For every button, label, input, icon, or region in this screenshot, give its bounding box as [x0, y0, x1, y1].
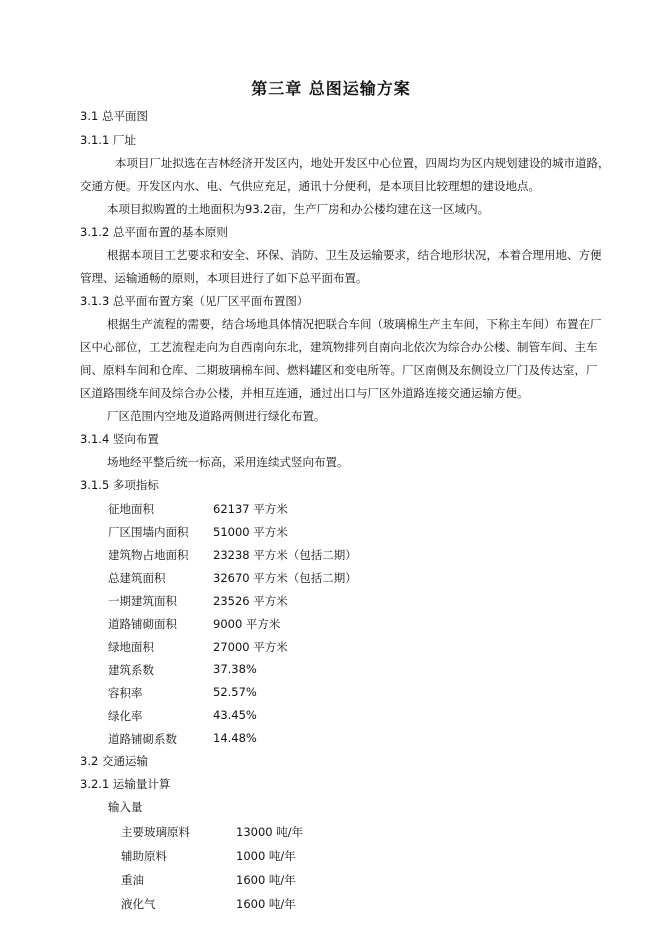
section-heading-3-2: 3.2 交通运输: [80, 754, 148, 768]
indicator-label: 绿化率: [108, 709, 143, 723]
paragraph-line: 根据本项目工艺要求和安全、环保、消防、卫生及运输要求，结合地形状况，本着合理用地、方便: [107, 248, 602, 262]
input-value: 1000 吨/年: [236, 849, 296, 863]
indicator-label: 征地面积: [108, 502, 154, 516]
input-label: 重油: [121, 873, 144, 887]
indicator-value: 52.57%: [213, 685, 257, 699]
indicator-value: 43.45%: [213, 708, 257, 722]
section-heading-3-1: 3.1 总平面图: [80, 109, 148, 123]
input-value: 13000 吨/年: [236, 825, 304, 839]
paragraph-line: 区中心部位，工艺流程走向为自西南向东北，建筑物排列自南向北依次为综合办公楼、制管车间、主车: [80, 340, 598, 354]
indicator-label: 厂区围墙内面积: [108, 525, 189, 539]
section-heading-3-1-5: 3.1.5 多项指标: [80, 478, 159, 492]
paragraph-line: 间、原料车间和仓库、二期玻璃棉车间、燃料罐区和变电所等。厂区南侧及东侧设立厂门及传达室，厂: [80, 363, 598, 377]
input-label: 辅助原料: [121, 849, 167, 863]
indicator-value: 32670 平方米（包括二期）: [213, 571, 357, 585]
indicator-label: 总建筑面积: [108, 571, 166, 585]
section-heading-3-1-3: 3.1.3 总平面布置方案（见厂区平面布置图）: [80, 294, 309, 308]
indicator-label: 道路铺砌面积: [108, 617, 177, 631]
section-heading-3-1-1: 3.1.1 厂址: [80, 133, 136, 147]
paragraph-line: 管理、运输通畅的原则，本项目进行了如下总平面布置。: [80, 271, 368, 285]
indicator-label: 绿地面积: [108, 640, 154, 654]
indicator-value: 27000 平方米: [213, 640, 288, 654]
paragraph-line: 根据生产流程的需要，结合场地具体情况把联合车间（玻璃棉生产主车间，下称主车间）布置在厂: [107, 317, 602, 331]
paragraph-line: 交通方便。开发区内水、电、气供应充足，通讯十分便利，是本项目比较理想的建设地点。: [80, 179, 540, 193]
paragraph-line: 本项目厂址拟选在吉林经济开发区内，地处开发区中心位置，四周均为区内规划建设的城市道路，: [115, 156, 610, 170]
section-heading-3-2-1: 3.2.1 运输量计算: [80, 777, 171, 791]
chapter-title: 第三章 总图运输方案: [251, 79, 411, 98]
indicator-value: 37.38%: [213, 662, 257, 676]
input-value: 1600 吨/年: [236, 897, 296, 911]
paragraph-line: 厂区范围内空地及道路两侧进行绿化布置。: [107, 409, 326, 423]
indicator-label: 容积率: [108, 686, 143, 700]
paragraph-line: 本项目拟购置的土地面积为93.2亩，生产厂房和办公楼均建在这一区域内。: [107, 202, 490, 216]
indicator-label: 道路铺砌系数: [108, 732, 177, 746]
indicator-label: 一期建筑面积: [108, 594, 177, 608]
input-value: 1600 吨/年: [236, 873, 296, 887]
paragraph-line: 场地经平整后统一标高，采用连续式竖向布置。: [107, 455, 349, 469]
section-heading-3-1-2: 3.1.2 总平面布置的基本原则: [80, 225, 228, 239]
section-heading-3-1-4: 3.1.4 竖向布置: [80, 432, 159, 446]
indicator-label: 建筑系数: [108, 663, 154, 677]
indicator-value: 51000 平方米: [213, 525, 288, 539]
indicator-value: 14.48%: [213, 731, 257, 745]
indicator-label: 建筑物占地面积: [108, 548, 189, 562]
indicator-value: 23526 平方米: [213, 594, 288, 608]
indicator-value: 23238 平方米（包括二期）: [213, 548, 357, 562]
input-label: 主要玻璃原料: [121, 825, 190, 839]
indicator-value: 9000 平方米: [213, 617, 281, 631]
indicator-value: 62137 平方米: [213, 502, 288, 516]
input-label: 液化气: [121, 897, 156, 911]
paragraph-line: 区道路围绕车间及综合办公楼，并相互连通，通过出口与厂区外道路连接交通运输方便。: [80, 386, 529, 400]
input-heading: 输入量: [108, 800, 143, 814]
